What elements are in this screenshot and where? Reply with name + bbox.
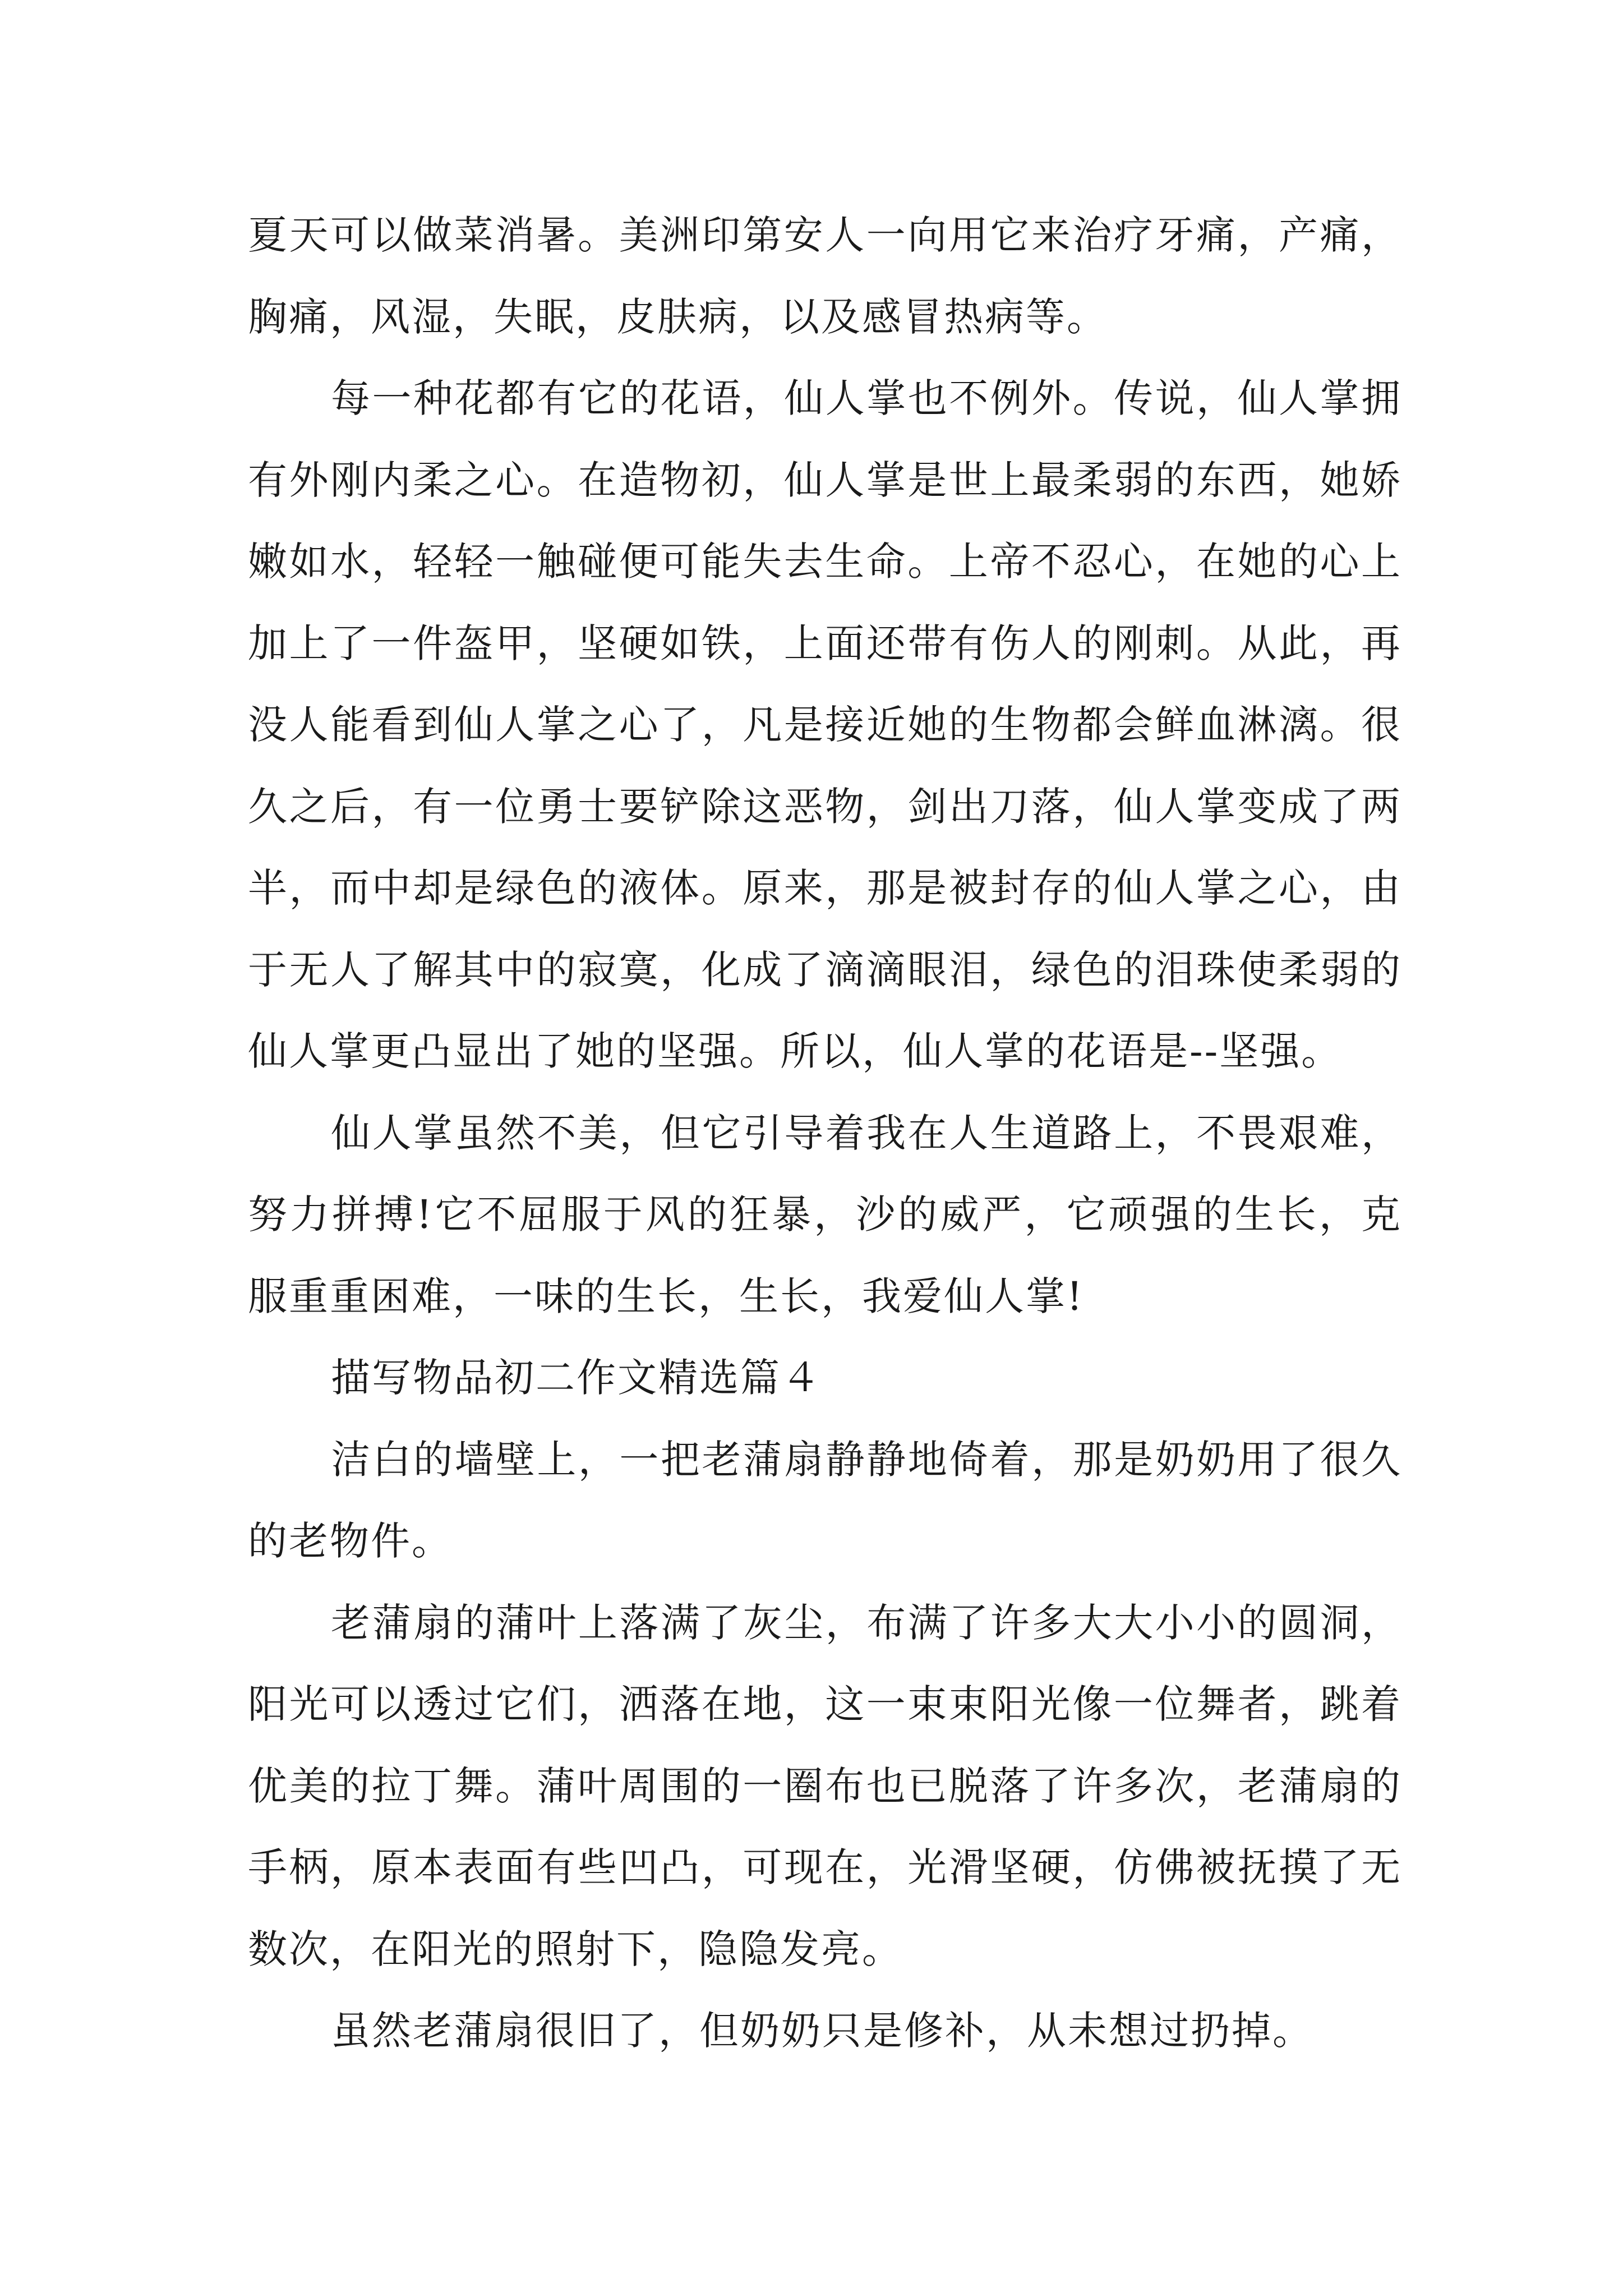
- paragraph-old-fan-description: 老蒲扇的蒲叶上落满了灰尘，布满了许多大大小小的圆洞，阳光可以透过它们，洒落在地，这一束束阳光像一位舞者，跳着优美的拉丁舞。蒲叶周围的一圈布也已脱落了许多次，老蒲扇的手柄，原本表面有些凹凸，可现在，光滑坚硬，仿佛被抚摸了无数次，在阳光的照射下，隐隐发亮。: [248, 1599, 1402, 1972]
- section-heading: 描写物品初二作文精选篇４: [331, 1355, 822, 1401]
- paragraph-old-fan-intro: 洁白的墙壁上，一把老蒲扇静静地倚着，那是奶奶用了很久的老物件。: [248, 1436, 1402, 1564]
- paragraph-old-fan-keep: 虽然老蒲扇很旧了，但奶奶只是修补，从未想过扔掉。: [331, 2008, 1313, 2054]
- paragraph-summer-uses: 夏天可以做菜消暑。美洲印第安人一向用它来治疗牙痛，产痛，胸痛，风湿，失眠，皮肤病，以及感冒热病等。: [248, 212, 1402, 340]
- paragraph-cactus-inspiration: 仙人掌虽然不美，但它引导着我在人生道路上，不畏艰难，努力拼搏!它不屈服于风的狂暴，沙的威严，它顽强的生长，克服重重困难，一味的生长，生长，我爱仙人掌!: [248, 1110, 1402, 1319]
- document-body: [248, 195, 1402, 2072]
- paragraph-flower-language: 每一种花都有它的花语，仙人掌也不例外。传说，仙人掌拥有外刚内柔之心。在造物初，仙人掌是世上最柔弱的东西，她娇嫩如水，轻轻一触碰便可能失去生命。上帝不忍心，在她的心上加上了一件盔甲，坚硬如铁，上面还带有伤人的刚刺。从此，再没人能看到仙人掌之心了，凡是接近她的生物都会鲜血淋漓。很久之后，有一位勇士要铲除这恶物，剑出刀落，仙人掌变成了两半，而中却是绿色的液体。原来，那是被封存的仙人掌之心，由于无人了解其中的寂寞，化成了滴滴眼泪，绿色的泪珠使柔弱的仙人掌更凸显出了她的坚强。所以，仙人掌的花语是--坚强。: [248, 375, 1402, 1074]
